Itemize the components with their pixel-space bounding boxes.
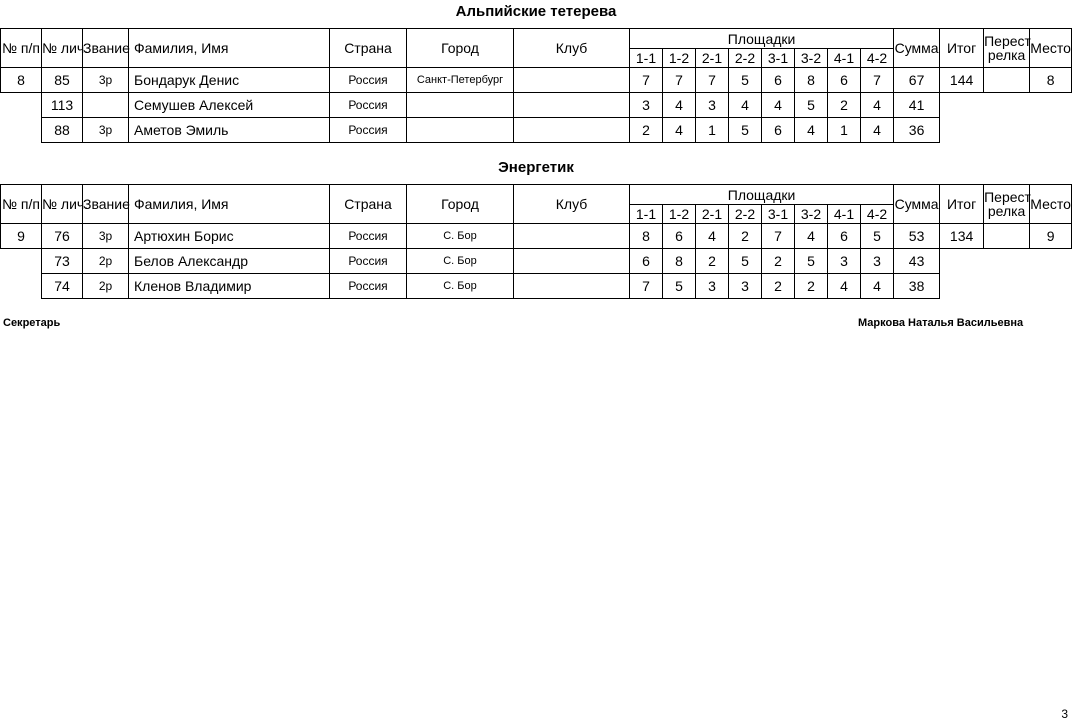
country: Россия bbox=[330, 224, 407, 249]
area-score: 1 bbox=[828, 118, 861, 143]
area-score: 3 bbox=[861, 249, 894, 274]
header-area-4-2: 4-2 bbox=[861, 205, 894, 224]
header-country: Страна bbox=[330, 185, 407, 224]
city bbox=[407, 93, 514, 118]
header-city: Город bbox=[407, 29, 514, 68]
area-score: 3 bbox=[696, 274, 729, 299]
area-score: 2 bbox=[762, 249, 795, 274]
member-sum: 43 bbox=[894, 249, 940, 274]
club bbox=[514, 224, 630, 249]
empty-cell bbox=[1, 118, 42, 143]
area-score: 8 bbox=[663, 249, 696, 274]
empty-cell bbox=[984, 274, 1030, 299]
team-results-table bbox=[0, 184, 1072, 299]
header-area-1-2: 1-2 bbox=[663, 205, 696, 224]
area-score: 2 bbox=[762, 274, 795, 299]
member-row bbox=[1, 274, 1072, 299]
area-score: 7 bbox=[630, 274, 663, 299]
header-area-1-1: 1-1 bbox=[630, 205, 663, 224]
club bbox=[514, 274, 630, 299]
city: С. Бор bbox=[407, 274, 514, 299]
team-place: 8 bbox=[1030, 68, 1072, 93]
member-row bbox=[1, 68, 1072, 93]
area-score: 7 bbox=[663, 68, 696, 93]
area-score: 1 bbox=[696, 118, 729, 143]
team-total: 134 bbox=[940, 224, 984, 249]
member-sum: 36 bbox=[894, 118, 940, 143]
country: Россия bbox=[330, 118, 407, 143]
header-area-2-1: 2-1 bbox=[696, 49, 729, 68]
area-score: 7 bbox=[696, 68, 729, 93]
header-place: Место bbox=[1030, 29, 1072, 68]
member-name: Кленов Владимир bbox=[129, 274, 330, 299]
area-score: 2 bbox=[630, 118, 663, 143]
area-score: 5 bbox=[795, 249, 828, 274]
header-total: Итог bbox=[940, 185, 984, 224]
header-club: Клуб bbox=[514, 185, 630, 224]
area-score: 8 bbox=[795, 68, 828, 93]
area-score: 4 bbox=[663, 93, 696, 118]
header-name: Фамилия, Имя bbox=[129, 185, 330, 224]
header-city: Город bbox=[407, 185, 514, 224]
rank: 3р bbox=[83, 118, 129, 143]
area-score: 4 bbox=[795, 224, 828, 249]
header-rank: Звание bbox=[83, 185, 129, 224]
empty-cell bbox=[1030, 93, 1072, 118]
team-results-table bbox=[0, 28, 1072, 143]
header-areas: Площадки bbox=[630, 185, 894, 205]
area-score: 6 bbox=[828, 224, 861, 249]
member-sum: 41 bbox=[894, 93, 940, 118]
club bbox=[514, 93, 630, 118]
member-name: Белов Александр bbox=[129, 249, 330, 274]
area-score: 4 bbox=[861, 118, 894, 143]
city bbox=[407, 118, 514, 143]
area-score: 7 bbox=[861, 68, 894, 93]
license-number: 73 bbox=[42, 249, 83, 274]
empty-cell bbox=[940, 249, 984, 274]
empty-cell bbox=[1030, 249, 1072, 274]
area-score: 2 bbox=[795, 274, 828, 299]
empty-cell bbox=[940, 274, 984, 299]
area-score: 4 bbox=[762, 93, 795, 118]
area-score: 5 bbox=[729, 68, 762, 93]
area-score: 3 bbox=[729, 274, 762, 299]
member-row bbox=[1, 93, 1072, 118]
empty-cell bbox=[1, 249, 42, 274]
club bbox=[514, 118, 630, 143]
area-score: 4 bbox=[861, 274, 894, 299]
header-country: Страна bbox=[330, 29, 407, 68]
header-num: № п/п bbox=[1, 185, 42, 224]
empty-cell bbox=[940, 93, 984, 118]
header-area-2-2: 2-2 bbox=[729, 49, 762, 68]
member-sum: 67 bbox=[894, 68, 940, 93]
header-sum: Сумма bbox=[894, 185, 940, 224]
area-score: 2 bbox=[696, 249, 729, 274]
secretary-label: Секретарь bbox=[3, 317, 61, 329]
empty-cell bbox=[1, 274, 42, 299]
empty-cell bbox=[1030, 118, 1072, 143]
empty-cell bbox=[1030, 274, 1072, 299]
area-score: 4 bbox=[828, 274, 861, 299]
area-score: 4 bbox=[729, 93, 762, 118]
header-club: Клуб bbox=[514, 29, 630, 68]
reweigh-value bbox=[984, 68, 1030, 93]
city: С. Бор bbox=[407, 249, 514, 274]
area-score: 6 bbox=[828, 68, 861, 93]
license-number: 74 bbox=[42, 274, 83, 299]
rank bbox=[83, 93, 129, 118]
header-row bbox=[1, 29, 1072, 49]
header-area-4-1: 4-1 bbox=[828, 205, 861, 224]
member-name: Бондарук Денис bbox=[129, 68, 330, 93]
country: Россия bbox=[330, 249, 407, 274]
country: Россия bbox=[330, 274, 407, 299]
team-title: Энергетик bbox=[498, 159, 574, 176]
header-reweigh: Перест релка bbox=[984, 29, 1030, 68]
team-place: 9 bbox=[1030, 224, 1072, 249]
member-row bbox=[1, 249, 1072, 274]
team-total: 144 bbox=[940, 68, 984, 93]
header-area-1-1: 1-1 bbox=[630, 49, 663, 68]
area-score: 4 bbox=[696, 224, 729, 249]
license-number: 76 bbox=[42, 224, 83, 249]
license-number: 88 bbox=[42, 118, 83, 143]
header-area-1-2: 1-2 bbox=[663, 49, 696, 68]
secretary-name: Маркова Наталья Васильевна bbox=[858, 317, 1024, 329]
header-area-4-2: 4-2 bbox=[861, 49, 894, 68]
header-area-2-1: 2-1 bbox=[696, 205, 729, 224]
member-name: Семушев Алексей bbox=[129, 93, 330, 118]
header-place: Место bbox=[1030, 185, 1072, 224]
member-name: Артюхин Борис bbox=[129, 224, 330, 249]
club bbox=[514, 68, 630, 93]
area-score: 8 bbox=[630, 224, 663, 249]
area-score: 5 bbox=[663, 274, 696, 299]
reweigh-value bbox=[984, 224, 1030, 249]
area-score: 7 bbox=[630, 68, 663, 93]
header-area-3-1: 3-1 bbox=[762, 205, 795, 224]
member-sum: 53 bbox=[894, 224, 940, 249]
header-name: Фамилия, Имя bbox=[129, 29, 330, 68]
header-total: Итог bbox=[940, 29, 984, 68]
area-score: 5 bbox=[795, 93, 828, 118]
empty-cell bbox=[984, 93, 1030, 118]
rank: 2р bbox=[83, 274, 129, 299]
member-sum: 38 bbox=[894, 274, 940, 299]
member-row bbox=[1, 118, 1072, 143]
club bbox=[514, 249, 630, 274]
member-name: Аметов Эмиль bbox=[129, 118, 330, 143]
country: Россия bbox=[330, 68, 407, 93]
area-score: 5 bbox=[729, 249, 762, 274]
header-rank: Звание bbox=[83, 29, 129, 68]
header-row bbox=[1, 185, 1072, 205]
header-license: № лич. bbox=[42, 29, 83, 68]
team-number: 9 bbox=[1, 224, 42, 249]
empty-cell bbox=[1, 93, 42, 118]
area-score: 4 bbox=[795, 118, 828, 143]
rank: 3р bbox=[83, 68, 129, 93]
area-score: 3 bbox=[828, 249, 861, 274]
team-number: 8 bbox=[1, 68, 42, 93]
header-license: № лич. bbox=[42, 185, 83, 224]
area-score: 3 bbox=[696, 93, 729, 118]
empty-cell bbox=[984, 249, 1030, 274]
area-score: 4 bbox=[663, 118, 696, 143]
header-area-3-1: 3-1 bbox=[762, 49, 795, 68]
header-area-3-2: 3-2 bbox=[795, 49, 828, 68]
license-number: 113 bbox=[42, 93, 83, 118]
header-num: № п/п bbox=[1, 29, 42, 68]
area-score: 5 bbox=[861, 224, 894, 249]
header-reweigh: Перест релка bbox=[984, 185, 1030, 224]
country: Россия bbox=[330, 93, 407, 118]
area-score: 6 bbox=[762, 68, 795, 93]
header-sum: Сумма bbox=[894, 29, 940, 68]
header-areas: Площадки bbox=[630, 29, 894, 49]
header-area-4-1: 4-1 bbox=[828, 49, 861, 68]
rank: 3р bbox=[83, 224, 129, 249]
member-row bbox=[1, 224, 1072, 249]
area-score: 4 bbox=[861, 93, 894, 118]
license-number: 85 bbox=[42, 68, 83, 93]
empty-cell bbox=[984, 118, 1030, 143]
rank: 2р bbox=[83, 249, 129, 274]
area-score: 7 bbox=[762, 224, 795, 249]
area-score: 6 bbox=[762, 118, 795, 143]
area-score: 6 bbox=[630, 249, 663, 274]
team-title: Альпийские тетерева bbox=[455, 3, 617, 20]
area-score: 2 bbox=[828, 93, 861, 118]
city: С. Бор bbox=[407, 224, 514, 249]
header-area-3-2: 3-2 bbox=[795, 205, 828, 224]
area-score: 2 bbox=[729, 224, 762, 249]
empty-cell bbox=[940, 118, 984, 143]
area-score: 6 bbox=[663, 224, 696, 249]
city: Санкт-Петербург bbox=[407, 68, 514, 93]
area-score: 3 bbox=[630, 93, 663, 118]
area-score: 5 bbox=[729, 118, 762, 143]
page-number: 3 bbox=[1061, 707, 1068, 721]
header-area-2-2: 2-2 bbox=[729, 205, 762, 224]
